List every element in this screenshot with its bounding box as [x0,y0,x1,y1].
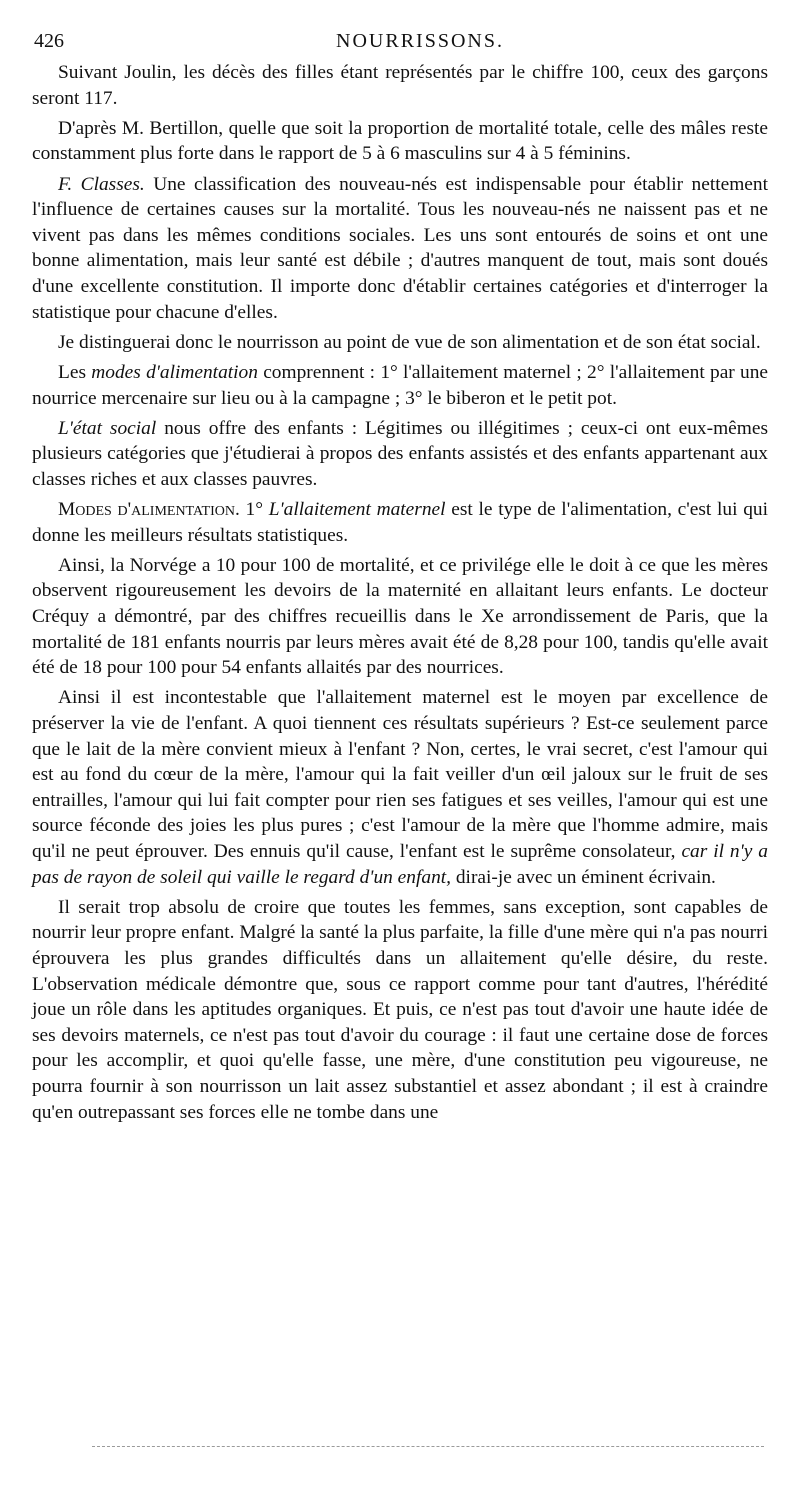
page-header [32,26,768,56]
paragraph-5 [32,360,768,411]
paragraph-1: Suivant Joulin, les décès des filles étant représentés par le chiffre 100, ceux des garçons seront 117. [32,62,768,109]
paragraph-9-quote: car il n'y a pas de rayon de soleil qui vaille le regard d'un enfant, [32,840,769,888]
section-label-classes: F. Classes. [58,173,145,195]
paragraph-5-start: Les [58,361,86,383]
paragraph-5-emphasis: modes d'alimentation [91,361,258,383]
paragraph-6-emphasis: L'état social [58,417,157,439]
paragraph-9-text: Ainsi il est incontestable que l'allaitement maternel est le moyen par excellence de préserver la vie de l'enfant. A quoi tiennent ces résultats supérieurs ? Est-ce seulement parce que le lait de la mère convient mieux à l'enfant ? Non, certes, le vrai secret, c'est l'amour qui est au fond du cœur de la mère, l'amour qui la fait veiller d'un œil jaloux sur le fruit de ses entrailles, l'amour qui lui fait compter pour rien ses fatigues et ses veilles, l'amour qui est une source féconde des joies les plus pures ; c'est l'amour de la mère que l'homme admire, mais qu'il ne peut éprouver. Des ennuis qu'il cause, l'enfant est le suprême consolateur, [32,687,768,862]
paragraph-7-text: est le type de l'alimentation, c'est lui qui donne les meilleurs résultats statistiques. [32,499,768,546]
paragraph-9-end: dirai-je avec un éminent écrivain. [455,866,716,888]
body-text [32,60,768,1125]
paragraph-10: Il serait trop absolu de croire que toutes les femmes, sans exception, sont capables de nourrir leur propre enfant. Malgré la santé la plus parfaite, la fille d'une mère qui n'a pas nourri éprouvera les plus grandes difficultés dans un allaitement qu'elle désire, du reste. L'observation médicale démontre que, sous ce rapport comme pour tant d'autres, l'hérédité joue un rôle dans les aptitudes organiques. Et puis, ce n'est pas tout d'avoir une haute idée de ses devoirs maternels, ce n'est pas tout d'avoir du courage : il faut une certaine dose de forces pour les accomplir, et quoi qu'elle fasse, une mère, d'une constitution peu vigoureuse, ne pourra fournir à son nourrisson un lait assez substantiel et assez abondant ; il est à craindre qu'en outrepassant ses forces elle ne tombe dans une [32,896,768,1123]
paragraph-2: D'après M. Bertillon, quelle que soit la proportion de mortalité totale, celle des mâles reste constamment plus forte dans le rapport de 5 à 6 masculins sur 4 à 5 féminins. [32,117,768,165]
paragraph-3 [32,172,768,326]
paragraph-6 [32,416,768,493]
paragraph-9 [32,685,768,890]
paragraph-7-emphasis: L'allaitement maternel [268,499,446,521]
paragraph-5-text: comprennent : 1° l'allaitement maternel ; 2° l'allaitement par une nourrice mercenaire sur lieu ou à la campagne ; 3° le biberon et le petit pot. [32,361,769,409]
paragraph-8: Ainsi, la Norvége a 10 pour 100 de mortalité, et ce privilége elle le doit à ce que les mères observent rigoureusement les devoirs de la maternité en allaitant leurs enfants. Le docteur Créquy a démontré, par des chiffres recueillis dans le Xe arrondissement de Paris, que la mortalité de 181 enfants nourris par leurs mères avait été de 8,28 pour 100, tandis qu'elle avait été de 18 pour 100 pour 54 enfants allaités par des nourrices. [32,554,768,679]
paragraph-7-number: 1° [245,499,263,521]
paragraph-6-text: nous offre des enfants : Légitimes ou illégitimes ; ceux-ci ont eux-mêmes plusieurs catégories que j'étudierai à propos des enfants assistés et des enfants appartenant aux classes riches et aux classes pauvres. [32,417,768,490]
running-head: NOURRISSONS. [336,30,504,52]
paragraph-4: Je distinguerai donc le nourrisson au point de vue de son alimentation et de son état social. [58,331,761,353]
paragraph-3-text: Une classification des nouveau-nés est indispensable pour établir nettement l'influence de certaines causes sur la mortalité. Tous les nouveau-nés ne naissent pas et ne vivent pas dans les mêmes conditions sociales. Les uns sont entourés de soins et ont une bonne alimentation, mais leur santé est débile ; d'autres manquent de tout, mais sont doués d'une excellente constitution. Il importe donc d'établir certaines catégories et d'interroger la statistique pour chacune d'elles. [32,173,768,323]
section-label-modes: Modes d'alimentation. [58,499,240,521]
footer-rule [92,1446,764,1447]
paragraph-7 [32,497,768,548]
page-number: 426 [34,30,64,52]
